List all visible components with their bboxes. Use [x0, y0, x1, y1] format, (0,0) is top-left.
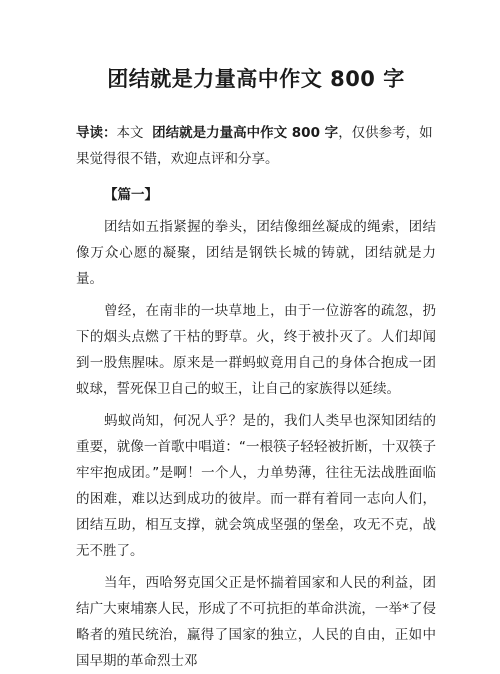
intro-lead-label: 导读： [76, 125, 117, 141]
intro-title-ref: 团结就是力量高中作文 800 字 [152, 125, 339, 141]
intro-paragraph [76, 120, 436, 172]
body-paragraph-4: 当年，西哈努克国父正是怀揣着国家和人民的利益，团结广大柬埔寨人民，形成了不可抗拒的革命洪流，一举*了侵略者的殖民统治，赢得了国家的独立，人民的自由，正如中国早期的革命烈士邓 [76, 575, 436, 669]
section-heading: 【篇一】 [104, 187, 158, 203]
body-paragraph-1: 团结如五指紧握的拳头，团结像细丝凝成的绳索，团结像万众心愿的凝聚，团结是钢铁长城的铸就，团结就是力量。 [76, 219, 436, 287]
intro-suffix: ，仅供参考，如果觉得很不错，欢迎点评和分享。 [76, 125, 433, 167]
intro-prefix: 本文 [116, 125, 144, 141]
body-paragraph-3: 蚂蚁尚知，何况人乎？是的，我们人类早也深知团结的重要，就像一首歌中唱道：“一根筷子轻轻被折断，十双筷子牢牢抱成团。”是啊！一个人，力单势薄，往往无法战胜面临的困难，难以达到成功的彼岸。而一群有着同一志向人们，团结互助，相互支撑，就会筑成坚强的堡垒，攻无不克，战无不胜了。 [76, 413, 436, 559]
body-paragraph-2: 曾经，在南非的一块草地上，由于一位游客的疏忽，扔下的烟头点燃了干枯的野草。火，终于被扑灭了。人们却闻到一股焦腥味。原来是一群蚂蚁竟用自己的身体合抱成一团蚁球，誓死保卫自己的蚁王，让自己的家族得以延续。 [76, 303, 436, 397]
document-title: 团结就是力量高中作文 800 字 [107, 67, 405, 91]
